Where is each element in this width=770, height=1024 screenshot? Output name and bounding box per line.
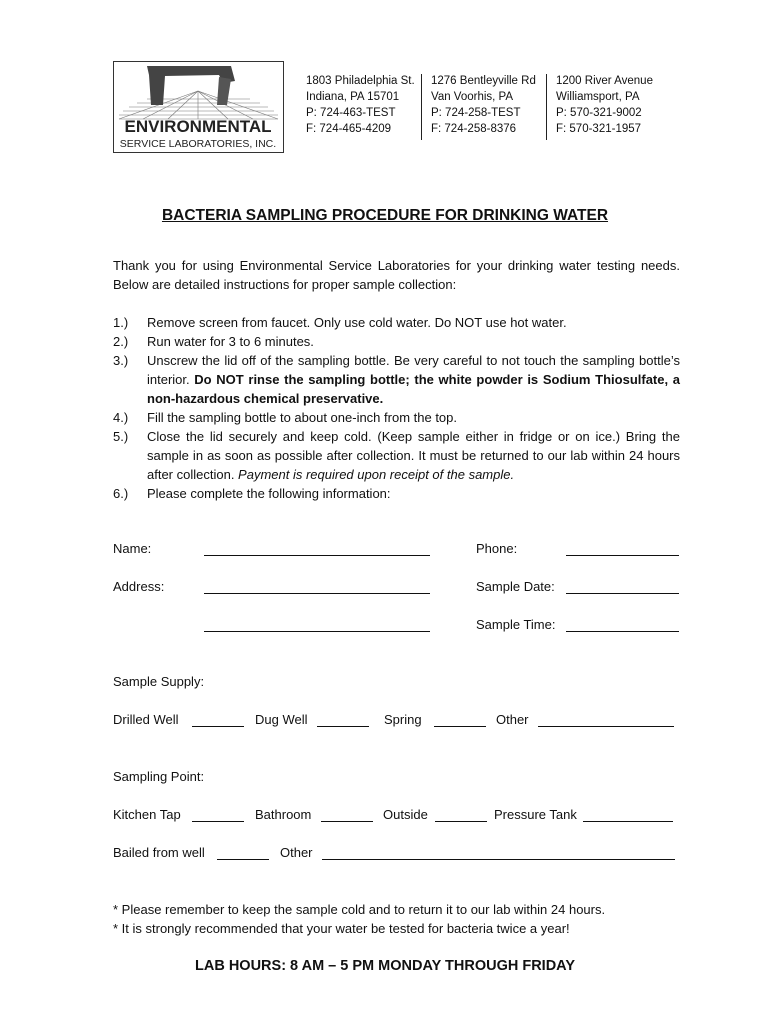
phone-field[interactable]: [566, 541, 679, 556]
step-text: Please complete the following information:: [147, 486, 391, 501]
bathroom-label: Bathroom: [255, 807, 312, 822]
location-street: 1803 Philadelphia St.: [306, 75, 415, 87]
point-other-field[interactable]: [322, 845, 675, 860]
step-number: 1.): [113, 315, 129, 330]
step-number: 2.): [113, 334, 129, 349]
bathroom-field[interactable]: [321, 807, 373, 822]
step-text: Close the lid securely and keep cold. (Keep sample either in fridge or on ice.) Bring the sample in as soon as possible after collection. It must be returned to our lab within 24 hours after collection.: [147, 429, 680, 482]
step-text: Run water for 3 to 6 minutes.: [147, 334, 314, 349]
pressure-tank-field[interactable]: [583, 807, 673, 822]
dug-well-label: Dug Well: [255, 712, 308, 727]
location-street: 1276 Bentleyville Rd: [431, 75, 536, 87]
location-city: Williamsport, PA: [556, 91, 640, 103]
supply-other-label: Other: [496, 712, 529, 727]
company-logo: [113, 61, 284, 153]
location-phone: P: 724-258-TEST: [431, 107, 521, 119]
step-text: Fill the sampling bottle to about one-inch from the top.: [147, 410, 458, 425]
step-2: [113, 332, 680, 351]
step-number: 6.): [113, 486, 129, 501]
step-text-container: [147, 351, 680, 408]
step-number: 5.): [113, 429, 129, 444]
step-6: [113, 484, 680, 503]
step-text: Remove screen from faucet. Only use cold water. Do NOT use hot water.: [147, 315, 567, 330]
step-warning: Do NOT rinse the sampling bottle; the white powder is Sodium Thiosulfate, a non-hazardous chemical preservative.: [147, 372, 680, 406]
drilled-well-label: Drilled Well: [113, 712, 179, 727]
outside-label: Outside: [383, 807, 428, 822]
bailed-from-well-label: Bailed from well: [113, 845, 205, 860]
step-text-container: [147, 427, 680, 484]
logo-subtitle: SERVICE LABORATORIES, INC.: [119, 138, 277, 150]
sample-date-label: Sample Date:: [476, 579, 555, 594]
sample-supply-heading: Sample Supply:: [113, 674, 205, 689]
outside-field[interactable]: [435, 807, 487, 822]
location-indiana: [306, 73, 415, 137]
location-phone: P: 570-321-9002: [556, 107, 642, 119]
drilled-well-field[interactable]: [192, 712, 244, 727]
step-3: [113, 351, 680, 408]
step-4: [113, 408, 680, 427]
water-faucet-logo-icon: [113, 61, 284, 153]
page-title: BACTERIA SAMPLING PROCEDURE FOR DRINKING WATER: [161, 207, 609, 224]
spring-label: Spring: [384, 712, 422, 727]
note-keep-cold: * Please remember to keep the sample cold and to return it to our lab within 24 hours.: [113, 902, 606, 917]
location-fax: F: 570-321-1957: [556, 123, 642, 135]
location-williamsport: [556, 73, 653, 137]
sample-date-field[interactable]: [566, 579, 679, 594]
step-5: [113, 427, 680, 484]
note-test-twice: * It is strongly recommended that your water be tested for bacteria twice a year!: [113, 921, 570, 936]
name-field[interactable]: [204, 541, 430, 556]
pressure-tank-label: Pressure Tank: [494, 807, 577, 822]
location-street: 1200 River Avenue: [556, 75, 653, 87]
payment-note: Payment is required upon receipt of the sample.: [238, 467, 515, 482]
address-field-line1[interactable]: [204, 579, 430, 594]
location-fax: F: 724-258-8376: [431, 123, 517, 135]
point-other-label: Other: [280, 845, 313, 860]
kitchen-tap-label: Kitchen Tap: [113, 807, 181, 822]
phone-label: Phone:: [476, 541, 518, 556]
location-city: Van Voorhis, PA: [431, 91, 514, 103]
dug-well-field[interactable]: [317, 712, 369, 727]
name-label: Name:: [113, 541, 152, 556]
spring-field[interactable]: [434, 712, 486, 727]
kitchen-tap-field[interactable]: [192, 807, 244, 822]
sampling-point-heading: Sampling Point:: [113, 769, 205, 784]
step-text: Unscrew the lid off of the sampling bottle. Be very careful to not touch the sampling bottle’s interior.: [147, 353, 680, 387]
location-fax: F: 724-465-4209: [306, 123, 392, 135]
address-divider: [421, 74, 422, 140]
sample-time-label: Sample Time:: [476, 617, 556, 632]
supply-other-field[interactable]: [538, 712, 674, 727]
step-1: [113, 313, 680, 332]
reminder-notes: [113, 900, 605, 938]
address-divider: [546, 74, 547, 140]
address-field-line2[interactable]: [204, 617, 430, 632]
intro-paragraph: Thank you for using Environmental Service Laboratories for your drinking water testing needs. Below are detailed instructions for proper sample collection:: [113, 258, 680, 292]
logo-name: ENVIRONMENTAL: [124, 117, 272, 136]
address-label: Address:: [113, 579, 165, 594]
step-number: 3.): [113, 353, 129, 368]
bailed-from-well-field[interactable]: [217, 845, 269, 860]
lab-hours: LAB HOURS: 8 AM – 5 PM MONDAY THROUGH FRIDAY: [195, 958, 575, 974]
step-number: 4.): [113, 410, 129, 425]
location-phone: P: 724-463-TEST: [306, 107, 396, 119]
location-city: Indiana, PA 15701: [306, 91, 400, 103]
sample-time-field[interactable]: [566, 617, 679, 632]
location-van-voorhis: [431, 73, 536, 137]
